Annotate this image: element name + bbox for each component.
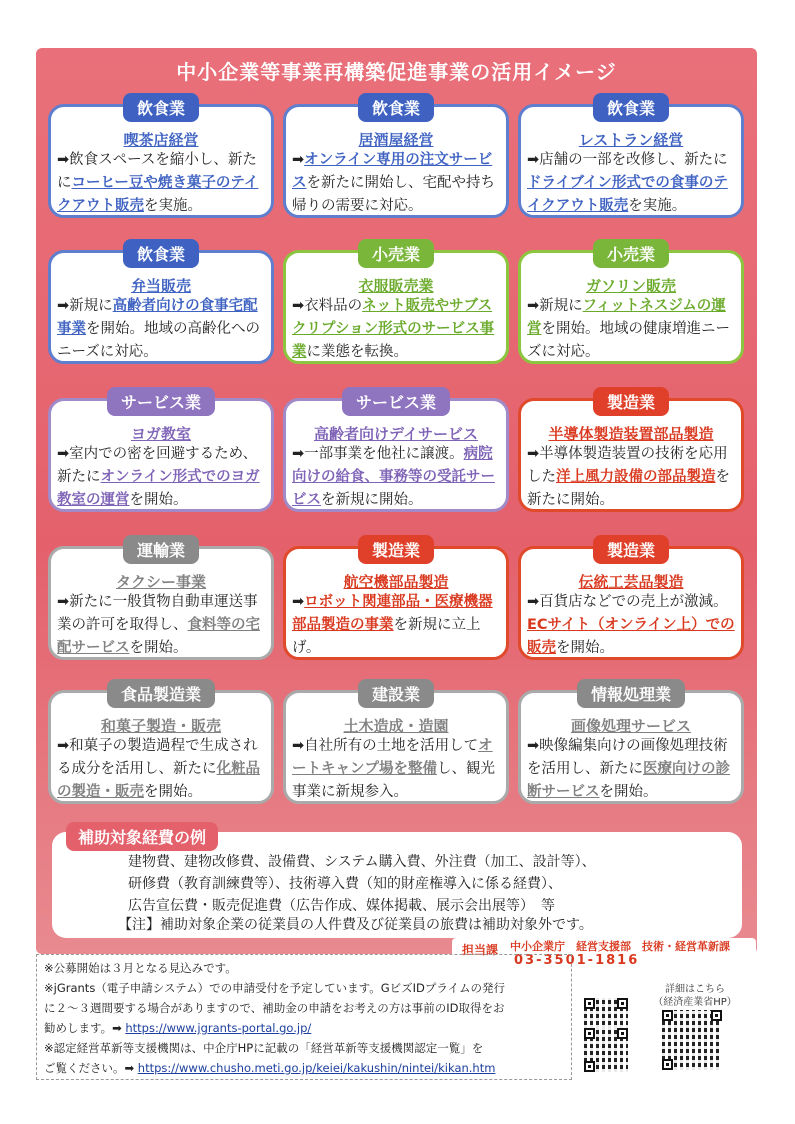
qr-caption-line: 詳細はこちら bbox=[665, 984, 725, 995]
industry-tag: 飲食業 bbox=[123, 93, 199, 122]
description-text: ➡一部事業を他社に譲渡。 bbox=[292, 446, 464, 462]
case-card bbox=[283, 685, 509, 804]
highlight-text: 病院向けの給食、事務等の受託サービス bbox=[292, 446, 495, 508]
highlight-text: ECサイト（オンライン上）での販売 bbox=[527, 617, 735, 656]
description-text: を新たに開始。 bbox=[527, 469, 730, 508]
qr-finder bbox=[617, 998, 628, 1009]
case-card bbox=[283, 245, 509, 364]
description-text: に業態を転換。 bbox=[306, 344, 408, 360]
note-text: 勧めします。➡ bbox=[44, 1021, 122, 1035]
case-description bbox=[57, 149, 267, 218]
note-line bbox=[44, 1060, 495, 1076]
business-name: 土木造成・造園 bbox=[343, 717, 449, 735]
description-text: を開始。 bbox=[129, 640, 188, 656]
highlight-text: 医療向けの診断サービス bbox=[527, 761, 730, 800]
jgrants-link[interactable]: https://www.jgrants-portal.go.jp/ bbox=[125, 1021, 312, 1035]
case-card bbox=[283, 99, 509, 218]
contact-phone: 03-3501-1816 bbox=[514, 953, 640, 968]
business-name: ガソリン販売 bbox=[585, 277, 676, 295]
business-name: 画像処理サービス bbox=[570, 717, 691, 735]
note-line: ※認定経営革新等支援機関は、中企庁HPに記載の「経営革新等支援機関認定一覧」を bbox=[44, 1041, 484, 1055]
note-text: ご覧ください。➡ bbox=[44, 1061, 135, 1075]
case-description bbox=[527, 591, 737, 660]
expense-line: 研修費（教育訓練費等）、技術導入費（知的財産権導入に係る経費）、 bbox=[128, 876, 562, 892]
highlight-text: ドライブイン形式での食事のテイクアウト販売 bbox=[527, 175, 728, 214]
case-description bbox=[292, 295, 502, 364]
highlight-text: 食料等の宅配サービス bbox=[57, 617, 260, 656]
description-text: ➡新規に bbox=[527, 298, 583, 314]
description-text: を開始。地域の健康増進ニーズに対応。 bbox=[527, 321, 730, 360]
case-description bbox=[57, 295, 267, 364]
description-text: ➡自社所有の土地を活用して bbox=[292, 738, 479, 754]
description-text: ➡映像編集向けの画像処理技術を活用し、新たに bbox=[527, 738, 728, 777]
business-name: 喫茶店経営 bbox=[123, 131, 199, 149]
business-name: 弁当販売 bbox=[130, 277, 191, 295]
industry-tag: 製造業 bbox=[593, 535, 669, 564]
highlight-text: 高齢者向けの食事宅配事業 bbox=[57, 298, 258, 337]
qr-finder bbox=[584, 998, 595, 1009]
qr-caption bbox=[640, 983, 750, 1009]
case-card bbox=[283, 393, 509, 512]
case-card bbox=[48, 541, 274, 660]
industry-tag: 製造業 bbox=[358, 535, 434, 564]
highlight-text: ネット販売やサブスクリプション形式のサービス事業 bbox=[292, 298, 495, 360]
description-text: を新規に開始。 bbox=[321, 492, 423, 508]
description-text: を開始。 bbox=[556, 640, 614, 656]
highlight-text: 化粧品の製造・販売 bbox=[57, 761, 260, 800]
qr-code-chusho[interactable] bbox=[584, 1028, 628, 1072]
page-title: 中小企業等事業再構築促進事業の活用イメージ bbox=[176, 60, 617, 84]
expense-line: 広告宣伝費・販売促進費（広告作成、媒体掲載、展示会出展等） 等 bbox=[128, 898, 555, 914]
case-card bbox=[48, 99, 274, 218]
expenses-title: 補助対象経費の例 bbox=[66, 822, 218, 851]
case-card bbox=[518, 541, 744, 660]
description-text: を開始。 bbox=[129, 492, 188, 508]
description-text: ➡和菓子の製造過程で生成される成分を活用し、新たに bbox=[57, 738, 258, 777]
business-name: レストラン経営 bbox=[578, 131, 684, 149]
case-card bbox=[518, 393, 744, 512]
industry-tag: 飲食業 bbox=[123, 239, 199, 268]
expense-line: 建物費、建物改修費、設備費、システム購入費、外注費（加工、設計等）、 bbox=[128, 854, 596, 870]
qr-finder bbox=[584, 1061, 595, 1072]
industry-tag: 飲食業 bbox=[358, 93, 434, 122]
description-text: ➡店舗の一部を改修し、新たに bbox=[527, 152, 728, 168]
industry-tag: 小売業 bbox=[593, 239, 669, 268]
chusho-link[interactable]: https://www.chusho.meti.go.jp/keiei/kakushin/nintei/kikan.htm bbox=[137, 1061, 496, 1075]
business-name: 衣服販売業 bbox=[358, 277, 434, 295]
qr-finder bbox=[662, 1059, 673, 1070]
business-name: タクシー事業 bbox=[115, 573, 206, 591]
description-text: を開始。 bbox=[599, 784, 658, 800]
case-card bbox=[518, 245, 744, 364]
business-name: 伝統工芸品製造 bbox=[578, 573, 684, 591]
industry-tag: 小売業 bbox=[358, 239, 434, 268]
case-card bbox=[518, 685, 744, 804]
case-card bbox=[518, 99, 744, 218]
business-name: 航空機部品製造 bbox=[343, 573, 449, 591]
case-description bbox=[292, 735, 502, 804]
description-text: ➡衣料品の bbox=[292, 298, 363, 314]
note-line bbox=[44, 1020, 311, 1036]
case-card bbox=[283, 541, 509, 660]
description-text: ➡半導体製造装置の技術を応用した bbox=[527, 446, 728, 485]
highlight-text: 洋上風力設備の部品製造 bbox=[556, 469, 716, 485]
qr-caption-line: （経済産業省HP） bbox=[653, 997, 737, 1008]
description-text: を新たに開始し、宅配や持ち帰りの需要に対応。 bbox=[292, 175, 495, 214]
business-name: 高齢者向けデイサービス bbox=[314, 425, 478, 443]
description-text: を新規に立上げ。 bbox=[292, 617, 481, 656]
contact-label: 担当課 bbox=[462, 943, 499, 957]
description-text: ➡ bbox=[292, 152, 305, 168]
industry-tag: サービス業 bbox=[342, 387, 450, 416]
description-text: ➡新規に bbox=[57, 298, 113, 314]
description-text: ➡室内での密を回避するため、新たに bbox=[57, 446, 258, 485]
qr-code-meti[interactable] bbox=[662, 1010, 722, 1070]
description-text: を実施。 bbox=[144, 198, 202, 214]
case-description bbox=[527, 149, 737, 218]
business-name: ヨガ教室 bbox=[130, 425, 191, 443]
case-description bbox=[57, 591, 267, 660]
case-card bbox=[48, 245, 274, 364]
highlight-text: オンライン専用の注文サービス bbox=[292, 152, 493, 191]
case-card bbox=[48, 393, 274, 512]
highlight-text: ロボット関連部品・医療機器部品製造の事業 bbox=[292, 594, 493, 633]
description-text: し、観光事業に新規参入。 bbox=[292, 761, 495, 800]
description-text: ➡新たに一般貨物自動車運送事業の許可を取得し、 bbox=[57, 594, 258, 633]
qr-finder bbox=[617, 1028, 628, 1039]
expense-note: 【注】補助対象企業の従業員の人件費及び従業員の旅費は補助対象外です。 bbox=[118, 917, 593, 933]
business-name: 半導体製造装置部品製造 bbox=[548, 425, 714, 443]
industry-tag: 建設業 bbox=[358, 679, 434, 708]
industry-tag: 運輸業 bbox=[123, 535, 199, 564]
case-description bbox=[292, 149, 502, 218]
business-name: 居酒屋経営 bbox=[358, 131, 434, 149]
industry-tag: 情報処理業 bbox=[577, 679, 685, 708]
case-description bbox=[292, 443, 502, 512]
note-line: ※公募開始は３月となる見込みです。 bbox=[44, 961, 237, 975]
industry-tag: サービス業 bbox=[107, 387, 215, 416]
qr-finder bbox=[711, 1010, 722, 1021]
highlight-text: コーヒー豆や焼き菓子のテイクアウト販売 bbox=[57, 175, 259, 214]
note-line: ※jGrants（電子申請システム）での申請受付を予定しています。GビズIDプライムの発行 bbox=[44, 981, 506, 995]
description-text: を開始。地域の高齢化へのニーズに対応。 bbox=[57, 321, 260, 360]
qr-finder bbox=[584, 1028, 595, 1039]
description-text: ➡百貨店などでの売上が激減。 bbox=[527, 594, 728, 610]
industry-tag: 飲食業 bbox=[593, 93, 669, 122]
qr-finder bbox=[662, 1010, 673, 1021]
industry-tag: 製造業 bbox=[593, 387, 669, 416]
description-text: を実施。 bbox=[628, 198, 687, 214]
highlight-text: オートキャンプ場を整備 bbox=[292, 738, 493, 777]
description-text: ➡ bbox=[292, 594, 305, 610]
case-description bbox=[527, 443, 737, 512]
business-name: 和菓子製造・販売 bbox=[100, 717, 221, 735]
case-description bbox=[292, 591, 502, 660]
contact-department: 中小企業庁 経営支援部 技術・経営革新課 bbox=[510, 940, 730, 953]
description-text: を開始。 bbox=[144, 784, 202, 800]
case-description bbox=[57, 735, 267, 804]
industry-tag: 食品製造業 bbox=[107, 679, 215, 708]
case-description bbox=[57, 443, 267, 512]
case-card bbox=[48, 685, 274, 804]
highlight-text: フィットネスジムの運営 bbox=[527, 298, 726, 337]
highlight-text: オンライン形式でのヨガ教室の運営 bbox=[57, 469, 260, 508]
description-text: ➡飲食スペースを縮小し、新たに bbox=[57, 152, 257, 191]
note-line: に２～３週間要する場合がありますので、補助金の申請をお考えの方は事前のID取得をお bbox=[44, 1001, 505, 1015]
case-description bbox=[527, 295, 737, 364]
case-description bbox=[527, 735, 737, 804]
